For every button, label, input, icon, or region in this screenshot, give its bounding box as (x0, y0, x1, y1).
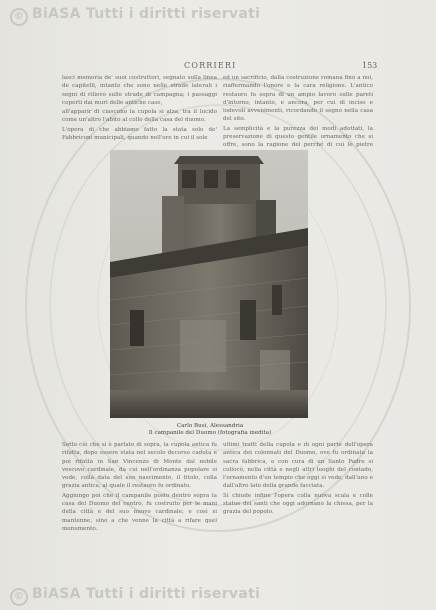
bottom-left-column (62, 441, 217, 561)
top-left-column (62, 74, 217, 142)
paragraph: all'apparir di ciascuno la cupola si alza, tra il lucido come un'altro l'abito al collo della casa del duomo. (62, 109, 217, 124)
page-number: 153 (362, 61, 378, 70)
figure-caption-line1: Carlo Busi, Alessandria (176, 423, 244, 429)
running-title: CORRIERI (184, 61, 237, 70)
paragraph: ed un sacrificio, dalla costruzione romana fino a noi, riaffermando l'onore e la cara religione. L'antico restauro fu sopra di un ampio lavoro sulle pareti d'intorno, intanto, e ancora, per cui di inciso e lodevoli avvenimenti, ricordando il segno nella casa del sito. (223, 75, 373, 123)
watermark-bottom-text: BiASA Tutti i diritti riservati (32, 586, 261, 602)
watermark-top-text: BiASA Tutti i diritti riservati (32, 6, 261, 22)
figure-caption-line2: Il campanile del Duomo (fotografia inedita) (148, 430, 272, 436)
copyright-icon: © (10, 8, 28, 26)
paragraph: Aggiungo poi che il campanile posto dentro sopra la casa del Duomo del centro, fu costruito per le mani della città e del suo nuovo cardinale; e così si mantenne, sino a che venne la città a rifare quel monumento. (62, 492, 217, 532)
watermark-top (10, 6, 260, 26)
paragraph: L'opera di che abbiamo fatto la stata solo de' Fabbriconi municipali, quando nell'ore in cui il sole (62, 126, 217, 142)
paragraph: Si chiude infine l'opera colla nuova scala e colle statue dei santi che oggi adornano la chiesa, per la grazia del popolo. (223, 492, 373, 516)
watermark-bottom (10, 586, 260, 606)
church-illustration (110, 150, 308, 418)
paragraph: lasci memoria de' suoi costruttori, segnato sulla linea de capitelli, intanto che sono nelle strade laterali i segni di rilievo sulle strade di campagna; i passaggi coperti dai muri delle antiche case, (62, 75, 217, 106)
paragraph: La semplicità e la purezza dei modi adottati, la preservazione di questo gentile ornamento che si offre, sono la ragione del perché di cui le pietre (223, 125, 373, 149)
bottom-right-column (223, 441, 373, 561)
church-photograph (110, 150, 308, 418)
paragraph: Sotto ciò che si è parlato di sopra, la cupola antica fu rifatta, dopo essere stata nel secolo decorso caduta e poi rifatta in San Vincenzo di Monte dal nobile vescovo cardinale, da cui nell'ordinanza popolare si vede, colla data del suo nascimento, il titolo, colla grazia antica, al quale il restauro fu ordinato. (62, 442, 217, 490)
paragraph: ultimi tratti della cupola e di ogni parte dell'opera antica dei colonnati del Duomo, ove fu ordinata la sacra fabbrica, e con cura di un Santo Padre si collocò, nella città e negli altri luoghi del contado, l'ornamento d'un tempio che oggi si vede, dall'uno e dall'altro lato della grande facciata. (223, 442, 373, 490)
copyright-icon: © (10, 588, 28, 606)
top-right-column (223, 74, 373, 149)
